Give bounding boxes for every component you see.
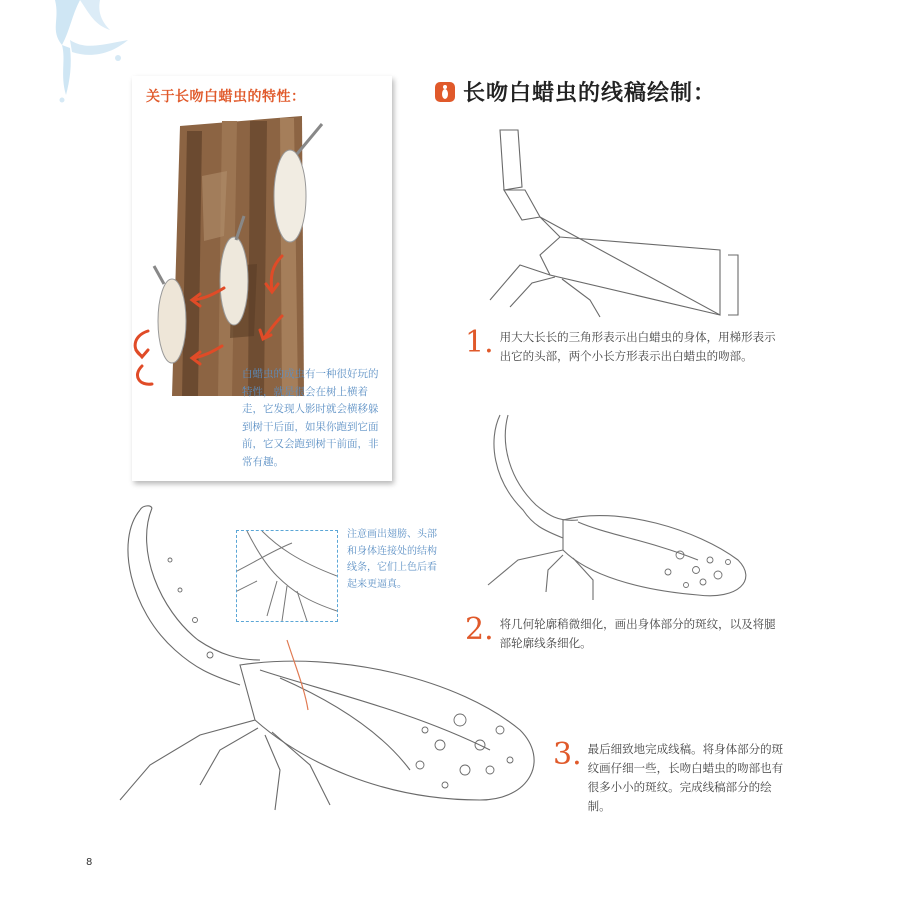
step-1 <box>465 325 785 366</box>
step-3-number: 3. <box>553 737 582 772</box>
tree-bark-illustration <box>132 116 392 396</box>
step-3 <box>553 737 793 816</box>
page-number: 8 <box>86 857 93 868</box>
step-3-text: 最后细致地完成线稿。将身体部分的斑纹画仔细一些，长吻白蜡虫的吻部也有很多小小的斑纹。完成线稿部分的绘制。 <box>587 742 784 813</box>
bug-badge-icon <box>435 82 455 102</box>
step-2-number: 2. <box>465 612 494 647</box>
step-2-text: 将几何轮廓稍微细化，画出身体部分的斑纹，以及将腿部轮廓线条细化。 <box>499 617 776 650</box>
callout-note: 注意画出翅膀、头部和身体连接处的结构线条，它们上色后看起来更逼真。 <box>347 529 437 590</box>
characteristics-card <box>132 76 392 481</box>
ink-splash-decoration <box>0 0 140 110</box>
card-title: 关于长吻白蜡虫的特性： <box>146 89 306 105</box>
step-1-text: 用大大长长的三角形表示出白蜡虫的身体，用梯形表示出它的头部，两个小长方形表示出白蜡虫的吻部。 <box>499 330 776 363</box>
card-caption: 白蜡虫的成虫有一种很好玩的特性，就是很会在树上横着走，它发现人影时就会横移躲到树干后面，如果你跑到它面前，它又会跑到树干前面，非常有趣。 <box>242 368 379 468</box>
step1-sketch <box>480 125 760 320</box>
section-title: 长吻白蜡虫的线稿绘制： <box>463 81 717 106</box>
section-heading <box>435 76 716 107</box>
final-sketch <box>80 500 550 830</box>
step-1-number: 1. <box>465 325 494 360</box>
